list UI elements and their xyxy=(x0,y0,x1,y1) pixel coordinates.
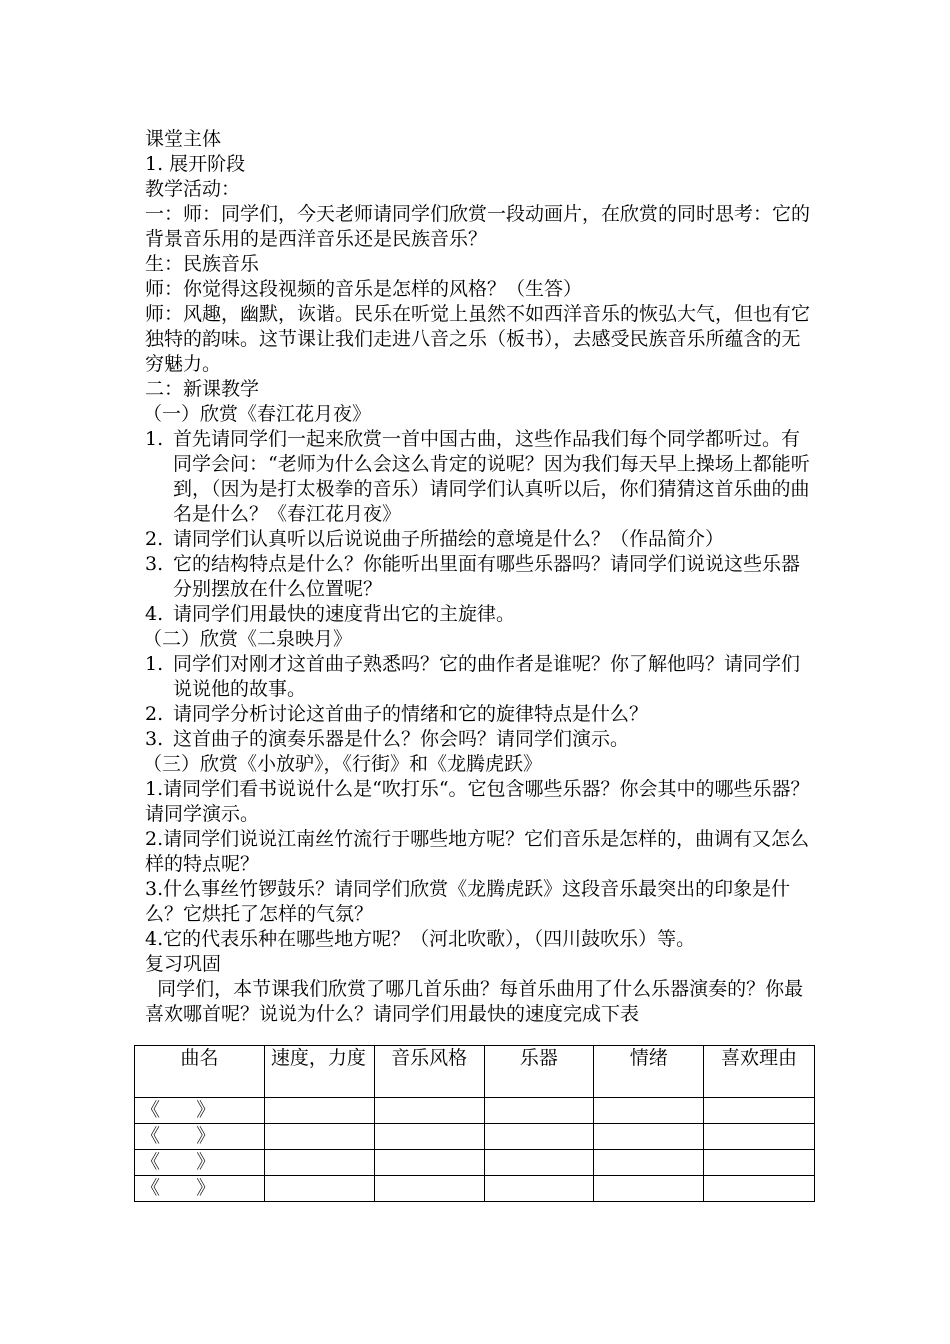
teacher-question: 师：你觉得这段视频的音乐是怎样的风格？（生答） xyxy=(145,278,583,300)
title-cell[interactable]: 《 》 xyxy=(135,1098,265,1124)
lesson-document xyxy=(145,127,815,1027)
reason-cell[interactable] xyxy=(704,1150,815,1176)
review-table xyxy=(134,1045,815,1202)
column-header-tempo: 速度，力度 xyxy=(264,1046,374,1098)
list-item: 3.什么事丝竹锣鼓乐？请同学们欣赏《龙腾虎跃》这段音乐最突出的印象是什么？它烘托了怎样的气氛？ xyxy=(145,878,791,925)
list-item xyxy=(145,727,815,752)
mood-cell[interactable] xyxy=(594,1124,704,1150)
title-cell[interactable]: 《 》 xyxy=(135,1124,265,1150)
stage-heading: 1. 展开阶段 xyxy=(145,153,246,175)
activities-label: 教学活动： xyxy=(145,178,241,200)
teacher-comment: 师：风趣，幽默，诙谐。民乐在听觉上虽然不如西洋音乐的恢弘大气，但也有它独特的韵味。这节课让我们走进八音之乐（板书），去感受民族音乐所蕴含的无穷魅力。 xyxy=(145,303,811,375)
table-row xyxy=(135,1150,815,1176)
list-item: 1.请同学们看书说说什么是“吹打乐“。它包含哪些乐器？你会其中的哪些乐器？请同学演示。 xyxy=(145,778,810,825)
column-header-style: 音乐风格 xyxy=(374,1046,484,1098)
column-header-mood: 情绪 xyxy=(594,1046,704,1098)
item-text: 请同学分析讨论这首曲子的情绪和它的旋律特点是什么？ xyxy=(173,703,649,725)
item-number: 3. xyxy=(145,553,164,575)
table-row xyxy=(135,1124,815,1150)
item-text: 首先请同学们一起来欣赏一首中国古曲，这些作品我们每个同学都听过。有同学会问：“老师为什么会这么肯定的说呢？因为我们每天早上操场上都能听到，（因为是打太极拳的音乐）请同学们认真听以后，你们猜猜这首乐曲的曲名是什么？《春江花月夜》 xyxy=(173,428,810,525)
item-number: 2. xyxy=(145,528,164,550)
student-answer: 生：民族音乐 xyxy=(145,253,260,275)
style-cell[interactable] xyxy=(374,1150,484,1176)
table-row xyxy=(135,1176,815,1202)
reason-cell[interactable] xyxy=(704,1098,815,1124)
section3-heading: （三）欣赏《小放驴》，《行街》和《龙腾虎跃》 xyxy=(143,753,543,775)
item-number: 2. xyxy=(145,703,164,725)
item-text: 请同学们认真听以后说说曲子所描绘的意境是什么？（作品简介） xyxy=(173,528,725,550)
list-item xyxy=(145,427,815,527)
tempo-cell[interactable] xyxy=(264,1176,374,1202)
list-item xyxy=(145,652,815,702)
table-header-row xyxy=(135,1046,815,1098)
intro-question: 一：师：同学们，今天老师请同学们欣赏一段动画片，在欣赏的同时思考：它的背景音乐用的是西洋音乐还是民族音乐？ xyxy=(145,203,811,250)
item-text: 这首曲子的演奏乐器是什么？你会吗？请同学们演示。 xyxy=(173,728,630,750)
item-text: 同学们对刚才这首曲子熟悉吗？它的曲作者是谁呢？你了解他吗？请同学们说说他的故事。 xyxy=(173,653,801,700)
list-item xyxy=(145,702,815,727)
mood-cell[interactable] xyxy=(594,1176,704,1202)
item-text: 它的结构特点是什么？你能听出里面有哪些乐器吗？请同学们说说这些乐器分别摆放在什么位置呢？ xyxy=(173,553,801,600)
review-paragraph: 同学们，本节课我们欣赏了哪几首乐曲？每首乐曲用了什么乐器演奏的？你最喜欢哪首呢？说说为什么？请同学们用最快的速度完成下表 xyxy=(145,978,804,1025)
item-number: 3. xyxy=(145,728,164,750)
review-heading: 复习巩固 xyxy=(145,953,222,975)
tempo-cell[interactable] xyxy=(264,1098,374,1124)
list-item xyxy=(145,527,815,552)
instruments-cell[interactable] xyxy=(484,1124,594,1150)
list-item xyxy=(145,602,815,627)
section-title: 课堂主体 xyxy=(145,128,222,150)
column-header-title: 曲名 xyxy=(135,1046,265,1098)
instruments-cell[interactable] xyxy=(484,1176,594,1202)
list-item: 4.它的代表乐种在哪些地方呢？（河北吹歌），（四川鼓吹乐）等。 xyxy=(145,928,696,950)
section1-heading: （一）欣赏《春江花月夜》 xyxy=(143,403,372,425)
tempo-cell[interactable] xyxy=(264,1150,374,1176)
item-number: 4. xyxy=(145,603,164,625)
mood-cell[interactable] xyxy=(594,1150,704,1176)
title-cell[interactable]: 《 》 xyxy=(135,1150,265,1176)
mood-cell[interactable] xyxy=(594,1098,704,1124)
instruments-cell[interactable] xyxy=(484,1150,594,1176)
tempo-cell[interactable] xyxy=(264,1124,374,1150)
reason-cell[interactable] xyxy=(704,1124,815,1150)
list-item xyxy=(145,552,815,602)
table-row xyxy=(135,1098,815,1124)
style-cell[interactable] xyxy=(374,1098,484,1124)
item-number: 1. xyxy=(145,653,164,675)
style-cell[interactable] xyxy=(374,1124,484,1150)
item-number: 1. xyxy=(145,428,164,450)
column-header-instruments: 乐器 xyxy=(484,1046,594,1098)
list-item: 2.请同学们说说江南丝竹流行于哪些地方呢？它们音乐是怎样的，曲调有又怎么样的特点呢？ xyxy=(145,828,810,875)
new-lesson-heading: 二：新课教学 xyxy=(145,378,260,400)
instruments-cell[interactable] xyxy=(484,1098,594,1124)
title-cell[interactable]: 《 》 xyxy=(135,1176,265,1202)
style-cell[interactable] xyxy=(374,1176,484,1202)
item-text: 请同学们用最快的速度背出它的主旋律。 xyxy=(173,603,516,625)
column-header-reason: 喜欢理由 xyxy=(704,1046,815,1098)
section2-heading: （二）欣赏《二泉映月》 xyxy=(143,628,353,650)
reason-cell[interactable] xyxy=(704,1176,815,1202)
